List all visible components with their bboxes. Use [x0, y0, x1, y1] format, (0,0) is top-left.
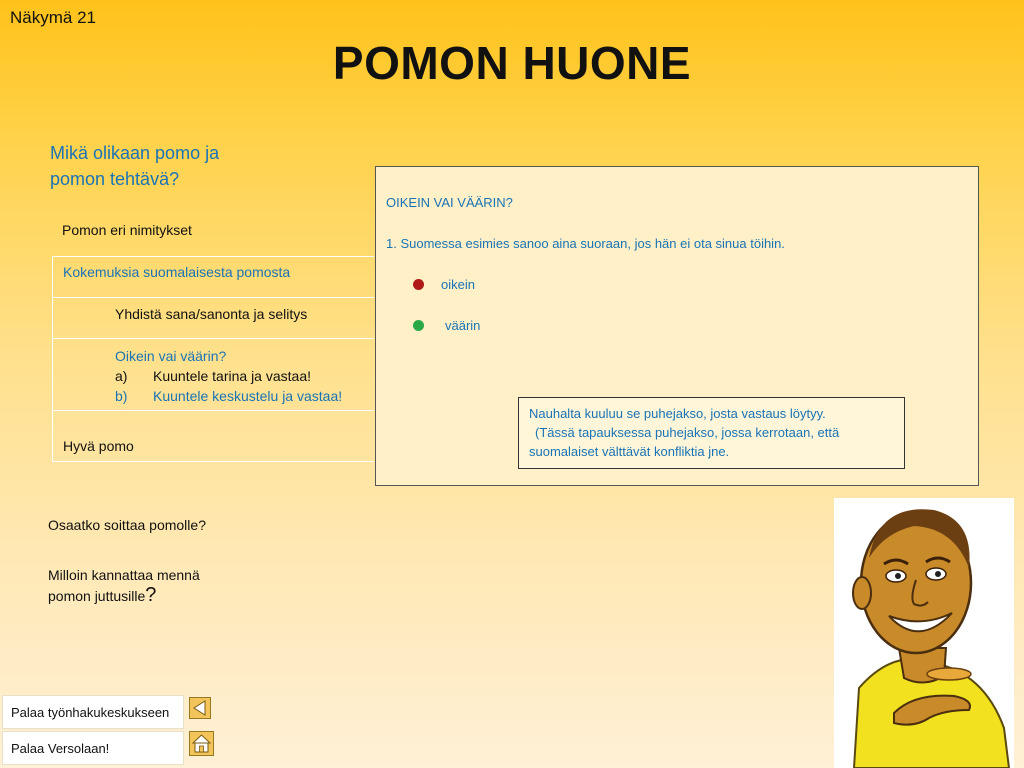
back-arrow-icon[interactable]: [189, 697, 211, 719]
topic-question-line1: Mikä olikaan pomo ja: [50, 143, 220, 163]
audio-note-line3: suomalaiset välttävät konfliktia jne.: [529, 444, 730, 459]
link-when-to-go-line2: [48, 585, 206, 606]
quiz-heading: OIKEIN VAI VÄÄRIN?: [386, 195, 513, 210]
menu-item-titles-label: Pomon eri nimitykset: [62, 222, 192, 238]
red-dot-icon[interactable]: [413, 279, 424, 290]
man-drawing: [834, 498, 1014, 768]
menu-subitem-a-marker: a): [115, 368, 128, 384]
man-illustration: [834, 498, 1014, 768]
menu-item-match-label: Yhdistä sana/sanonta ja selitys: [115, 306, 308, 322]
extra-links: [48, 515, 206, 606]
menu-item-true-false: [52, 338, 374, 410]
menu-subitem-a[interactable]: [115, 366, 374, 386]
nav-home-row[interactable]: [2, 731, 184, 765]
audio-note: [518, 397, 905, 469]
nav-back-row[interactable]: [2, 695, 184, 729]
quiz-question: 1. Suomessa esimies sanoo aina suoraan, jos hän ei ota sinua töihin.: [386, 236, 785, 251]
link-when-to-go[interactable]: [48, 565, 206, 606]
nav-back-label: Palaa työnhakukeskukseen: [11, 705, 170, 720]
option-oikein-label: oikein: [441, 277, 475, 292]
topic-question-line2: pomon tehtävä?: [50, 169, 180, 189]
menu-item-experiences[interactable]: [52, 256, 374, 297]
question-mark: ?: [145, 584, 157, 606]
page-title: POMON HUONE: [332, 37, 692, 89]
menu-subitem-a-label: Kuuntele tarina ja vastaa!: [153, 368, 311, 384]
menu-item-good-boss[interactable]: [52, 410, 374, 462]
menu-item-true-false-title[interactable]: Oikein vai väärin?: [115, 348, 227, 364]
green-dot-icon[interactable]: [413, 320, 424, 331]
menu-item-good-boss-label: Hyvä pomo: [63, 438, 134, 454]
menu-subitem-b-label: Kuuntele keskustelu ja vastaa!: [153, 388, 343, 404]
link-when-to-go-line1: Milloin kannattaa mennä: [48, 567, 200, 583]
audio-note-line1: Nauhalta kuuluu se puhejakso, josta vastaus löytyy.: [529, 406, 826, 421]
link-call-boss[interactable]: Osaatko soittaa pomolle?: [48, 517, 206, 533]
menu-item-experiences-label: Kokemuksia suomalaisesta pomosta: [63, 264, 291, 280]
nav-home-label: Palaa Versolaan!: [11, 741, 110, 756]
back-arrow-glyph: [190, 698, 210, 718]
option-vaarin-label: väärin: [445, 318, 481, 333]
menu-item-titles[interactable]: [52, 212, 374, 254]
link-when-to-go-text: pomon juttusille: [48, 588, 146, 604]
slide-number: Näkymä 21: [10, 8, 96, 27]
home-icon[interactable]: [189, 731, 214, 756]
menu-subitem-b-marker: b): [115, 388, 128, 404]
home-glyph: [190, 732, 213, 755]
menu-subitem-b[interactable]: [115, 386, 374, 406]
menu-item-match[interactable]: [52, 297, 374, 338]
topic-question: [50, 140, 280, 192]
audio-note-line2: (Tässä tapauksessa puhejakso, jossa kerrotaan, että: [535, 425, 840, 440]
